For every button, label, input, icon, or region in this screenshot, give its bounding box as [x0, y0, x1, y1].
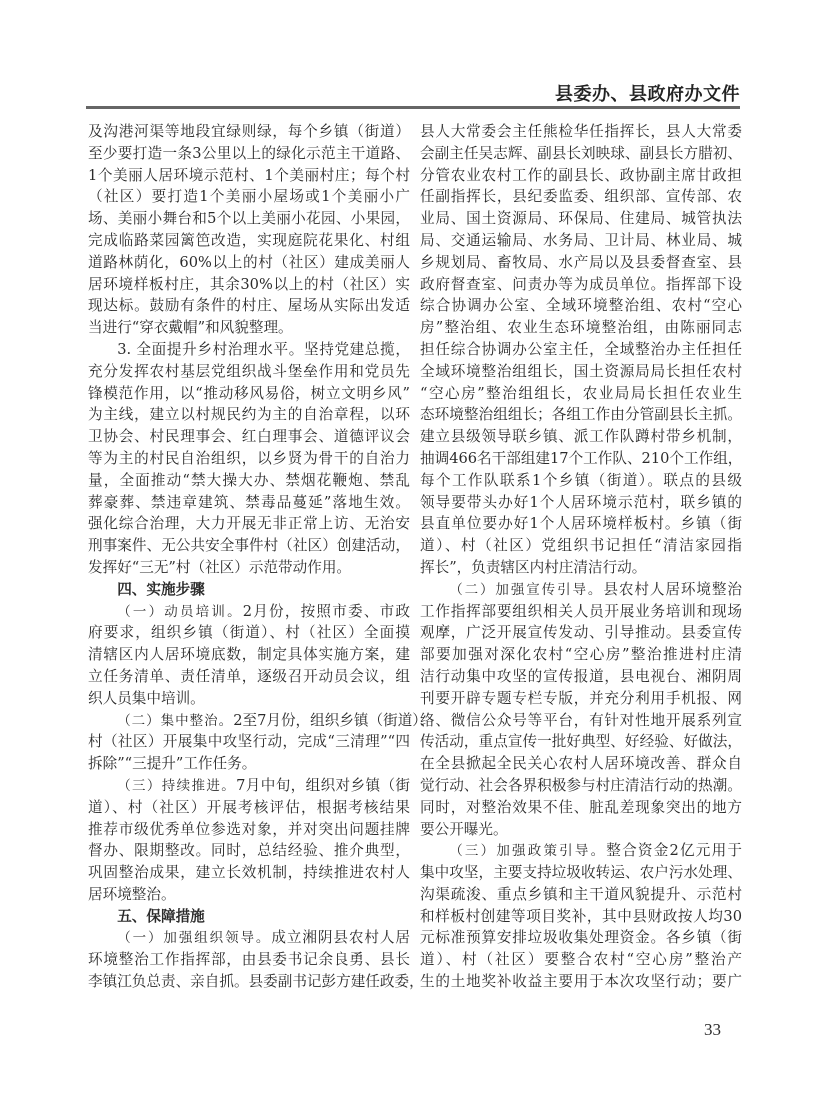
- text-line: 洁行动集中攻坚的宣传报道，县电视台、湘阴周: [420, 667, 742, 685]
- text-line: 道）、村（社区）党组织书记担任“清洁家园指: [420, 537, 742, 555]
- text-line: 及沟港河渠等地段宜绿则绿，每个乡镇（街道）: [88, 123, 410, 140]
- text-line: 生的土地奖补收益主要用于本次攻坚行动；要广: [420, 973, 742, 991]
- text-line: 在全县掀起全民关心农村人居环境改善、群众自: [420, 755, 742, 773]
- text-line: 担任综合协调办公室主任，全域整治办主任担任: [420, 340, 742, 358]
- text-line: 当进行“穿衣戴帽”和风貌整理。: [88, 319, 293, 337]
- text-line: 至少要打造一条3公里以上的绿化示范主干道路、: [88, 144, 410, 162]
- text-line: 府要求，组织乡镇（街道）、村（社区）全面摸: [88, 624, 410, 642]
- text-line: 局、交通运输局、水务局、卫计局、林业局、城: [420, 231, 742, 249]
- text-line: 抽调466名干部组建17个工作队、210个工作组，: [420, 449, 743, 467]
- text-line: 刑事案件、无公共安全事件村（社区）创建活动，: [88, 537, 410, 555]
- text-line: 建立县级领导联乡镇、派工作队蹲村带乡机制，: [420, 428, 742, 446]
- text-line: 挥长”，负责辖区内村庄清洁行动。: [420, 558, 647, 576]
- text-line: 观摩，广泛开展宣传发动、引导推动。县委宣传: [420, 624, 742, 642]
- text-line: 立任务清单、责任清单，逐级召开动员会议，组: [88, 667, 410, 685]
- text-line: 刊要开辟专题专栏专版，并充分利用手机报、网: [420, 689, 742, 707]
- text-line: 督办、限期整改。同时，总结经验、推介典型，: [88, 842, 410, 860]
- page-number: 33: [704, 1020, 721, 1039]
- text-line: [88, 601, 410, 623]
- line-text: 7月中旬，组织对乡镇（街: [236, 776, 411, 794]
- text-line: 同时，对整治效果不佳、脏乱差现象突出的地方: [420, 798, 742, 816]
- right-column: [420, 121, 742, 993]
- text-line: 业局、国土资源局、环保局、住建局、城管执法: [420, 210, 742, 228]
- text-line: 锋模范作用，以“推动移风易俗，树立文明乡风”: [88, 384, 410, 402]
- text-line: 工作指挥部要组织相关人员开展业务培训和现场: [420, 602, 742, 620]
- text-line: 全域环境整治组组长，国土资源局局长担任农村: [420, 362, 742, 380]
- text-line: 织人员集中培训。: [88, 689, 205, 707]
- text-line: 1个美丽人居环境示范村、1个美丽村庄；每个村: [88, 166, 410, 184]
- text-line: 道）、村（社区）开展考核评估，根据考核结果: [88, 798, 410, 816]
- text-line: 3. 全面提升乡村治理水平。坚持党建总揽，: [117, 340, 410, 358]
- paragraph: [420, 121, 742, 579]
- text-line: 领导要带头办好1个人居环境示范村，联乡镇的: [420, 493, 742, 511]
- text-line: 村（社区）开展集中攻坚行动，完成“三清理”“四: [88, 733, 410, 751]
- text-line: 李镇江负总责、亲自抓。县委副书记彭方建任政委，: [88, 973, 424, 991]
- text-line: 县人大常委会主任熊检华任指挥长，县人大常委: [420, 123, 742, 140]
- text-line: （社区）要打造1个美丽小屋场或1个美丽小广: [88, 188, 410, 206]
- text-line: 乡规划局、畜牧局、水产局以及县委督查室、县: [420, 253, 742, 271]
- left-column: [88, 121, 435, 993]
- text-line: 分管农业农村工作的副县长、政协副主席甘政担: [420, 166, 742, 184]
- paragraph: [88, 775, 410, 906]
- subsection-lead: （一）动员培训。: [117, 603, 243, 620]
- text-line: 推荐市级优秀单位参选对象，并对突出问题挂牌: [88, 820, 410, 838]
- paragraph: [420, 579, 742, 841]
- text-line: 和样板村创建等项目奖补，其中县财政按人均30: [420, 907, 742, 925]
- text-line: 拆除”“三提升”工作任务。: [88, 755, 257, 773]
- line-text: 2月份，按照市委、市政: [242, 602, 410, 620]
- text-line: 综合协调办公室、全域环境整治组、农村“空心: [420, 297, 742, 315]
- subsection-lead: （三）加强政策引导。: [449, 843, 607, 860]
- text-line: 传活动，重点宣传一批好典型、好经验、好做法，: [420, 733, 742, 751]
- text-line: 会副主任吴志辉、副县长刘映球、副县长方腊初、: [420, 144, 742, 162]
- text-line: 政府督查室、问责办等为成员单位。指挥部下设: [420, 275, 742, 293]
- section-heading: 四、实施步骤: [117, 580, 205, 598]
- line-text: 成立湘阴县农村人居: [271, 929, 410, 947]
- text-line: 觉行动、社会各界积极参与村庄清洁行动的热潮。: [420, 776, 742, 794]
- text-line: 为主线，建立以村规民约为主的自治章程，以环: [88, 406, 410, 424]
- text-line: [88, 927, 410, 949]
- text-line: 居环境样板村庄，其余30%以上的村（社区）实: [88, 275, 410, 293]
- text-line: 量，全面推动“禁大操大办、禁烟花鞭炮、禁乱: [88, 471, 410, 489]
- section-heading: 五、保障措施: [117, 907, 205, 925]
- text-line: [420, 579, 742, 601]
- text-line: 集中攻坚，主要支持垃圾收转运、农户污水处理、: [420, 864, 742, 882]
- text-line: 任副指挥长，县纪委监委、组织部、宣传部、农: [420, 188, 742, 206]
- text-line: 巩固整治成果，建立长效机制，持续推进农村人: [88, 864, 410, 882]
- text-line: 完成临路菜园篱笆改造，实现庭院花果化、村组: [88, 231, 410, 249]
- paragraph: [88, 601, 410, 710]
- text-line: [88, 710, 435, 732]
- line-text: 整合资金2亿元用于: [606, 842, 742, 860]
- text-line: 沟渠疏浚、重点乡镇和主干道风貌提升、示范村: [420, 885, 742, 903]
- header-rule: [86, 106, 740, 109]
- text-line: 清辖区内人居环境底数，制定具体实施方案，建: [88, 646, 410, 664]
- text-line: 充分发挥农村基层党组织战斗堡垒作用和党员先: [88, 362, 410, 380]
- text-line: 要公开曝光。: [420, 820, 508, 838]
- line-text: 2至7月份，组织乡镇（街道）、: [233, 711, 435, 729]
- subsection-lead: （二）集中整治。: [117, 712, 234, 729]
- text-line: 道路林荫化，60%以上的村（社区）建成美丽人: [88, 253, 410, 271]
- text-line: 强化综合治理，大力开展无非正常上访、无治安: [88, 515, 410, 533]
- text-line: [420, 840, 742, 862]
- paragraph: [88, 927, 424, 992]
- subsection-lead: （二）加强宣传引导。: [449, 581, 604, 598]
- line-text: 县农村人居环境整治: [603, 580, 742, 598]
- text-line: 发挥好“三无”村（社区）示范带动作用。: [88, 558, 352, 576]
- text-line: 现达标。鼓励有条件的村庄、屋场从实际出发适: [88, 297, 410, 315]
- running-header: 县委办、县政府办文件: [555, 84, 740, 105]
- subsection-lead: （三）持续推进。: [117, 777, 237, 794]
- subsection-lead: （一）加强组织领导。: [117, 930, 272, 947]
- text-line: [88, 775, 410, 797]
- paragraph: [88, 121, 410, 339]
- text-line: 场、美丽小舞台和5个以上美丽小花园、小果园，: [88, 210, 410, 228]
- text-line: 卫协会、村民理事会、红白理事会、道德评议会: [88, 428, 410, 446]
- text-line: 态环境整治组组长；各组工作由分管副县长主抓。: [420, 406, 742, 424]
- text-line: 环境整治工作指挥部，由县委书记余良勇、县长: [88, 951, 410, 969]
- text-line: 道）、村（社区）要整合农村“空心房”整治产: [420, 951, 742, 969]
- text-line: 葬豪葬、禁违章建筑、禁毒品蔓延”落地生效。: [88, 493, 410, 511]
- paragraph: [88, 339, 410, 579]
- text-line: 县直单位要办好1个人居环境样板村。乡镇（街: [420, 515, 742, 533]
- paragraph: [420, 840, 742, 993]
- text-line: “空心房”整治组组长，农业局局长担任农业生: [420, 384, 742, 402]
- text-line: 部要加强对深化农村“空心房”整治推进村庄清: [420, 646, 742, 664]
- text-line: 房”整治组、农业生态环境整治组，由陈丽同志: [420, 319, 742, 337]
- text-line: 每个工作队联系1个乡镇（街道）。联点的县级: [420, 471, 742, 489]
- text-line: 等为主的村民自治组织，以乡贤为骨干的自治力: [88, 449, 410, 467]
- text-line: 络、微信公众号等平台，有针对性地开展系列宣: [420, 711, 742, 729]
- text-line: 元标准预算安排垃圾收集处理资金。各乡镇（街: [420, 929, 742, 947]
- text-line: 居环境整治。: [88, 885, 176, 903]
- paragraph: [88, 710, 435, 775]
